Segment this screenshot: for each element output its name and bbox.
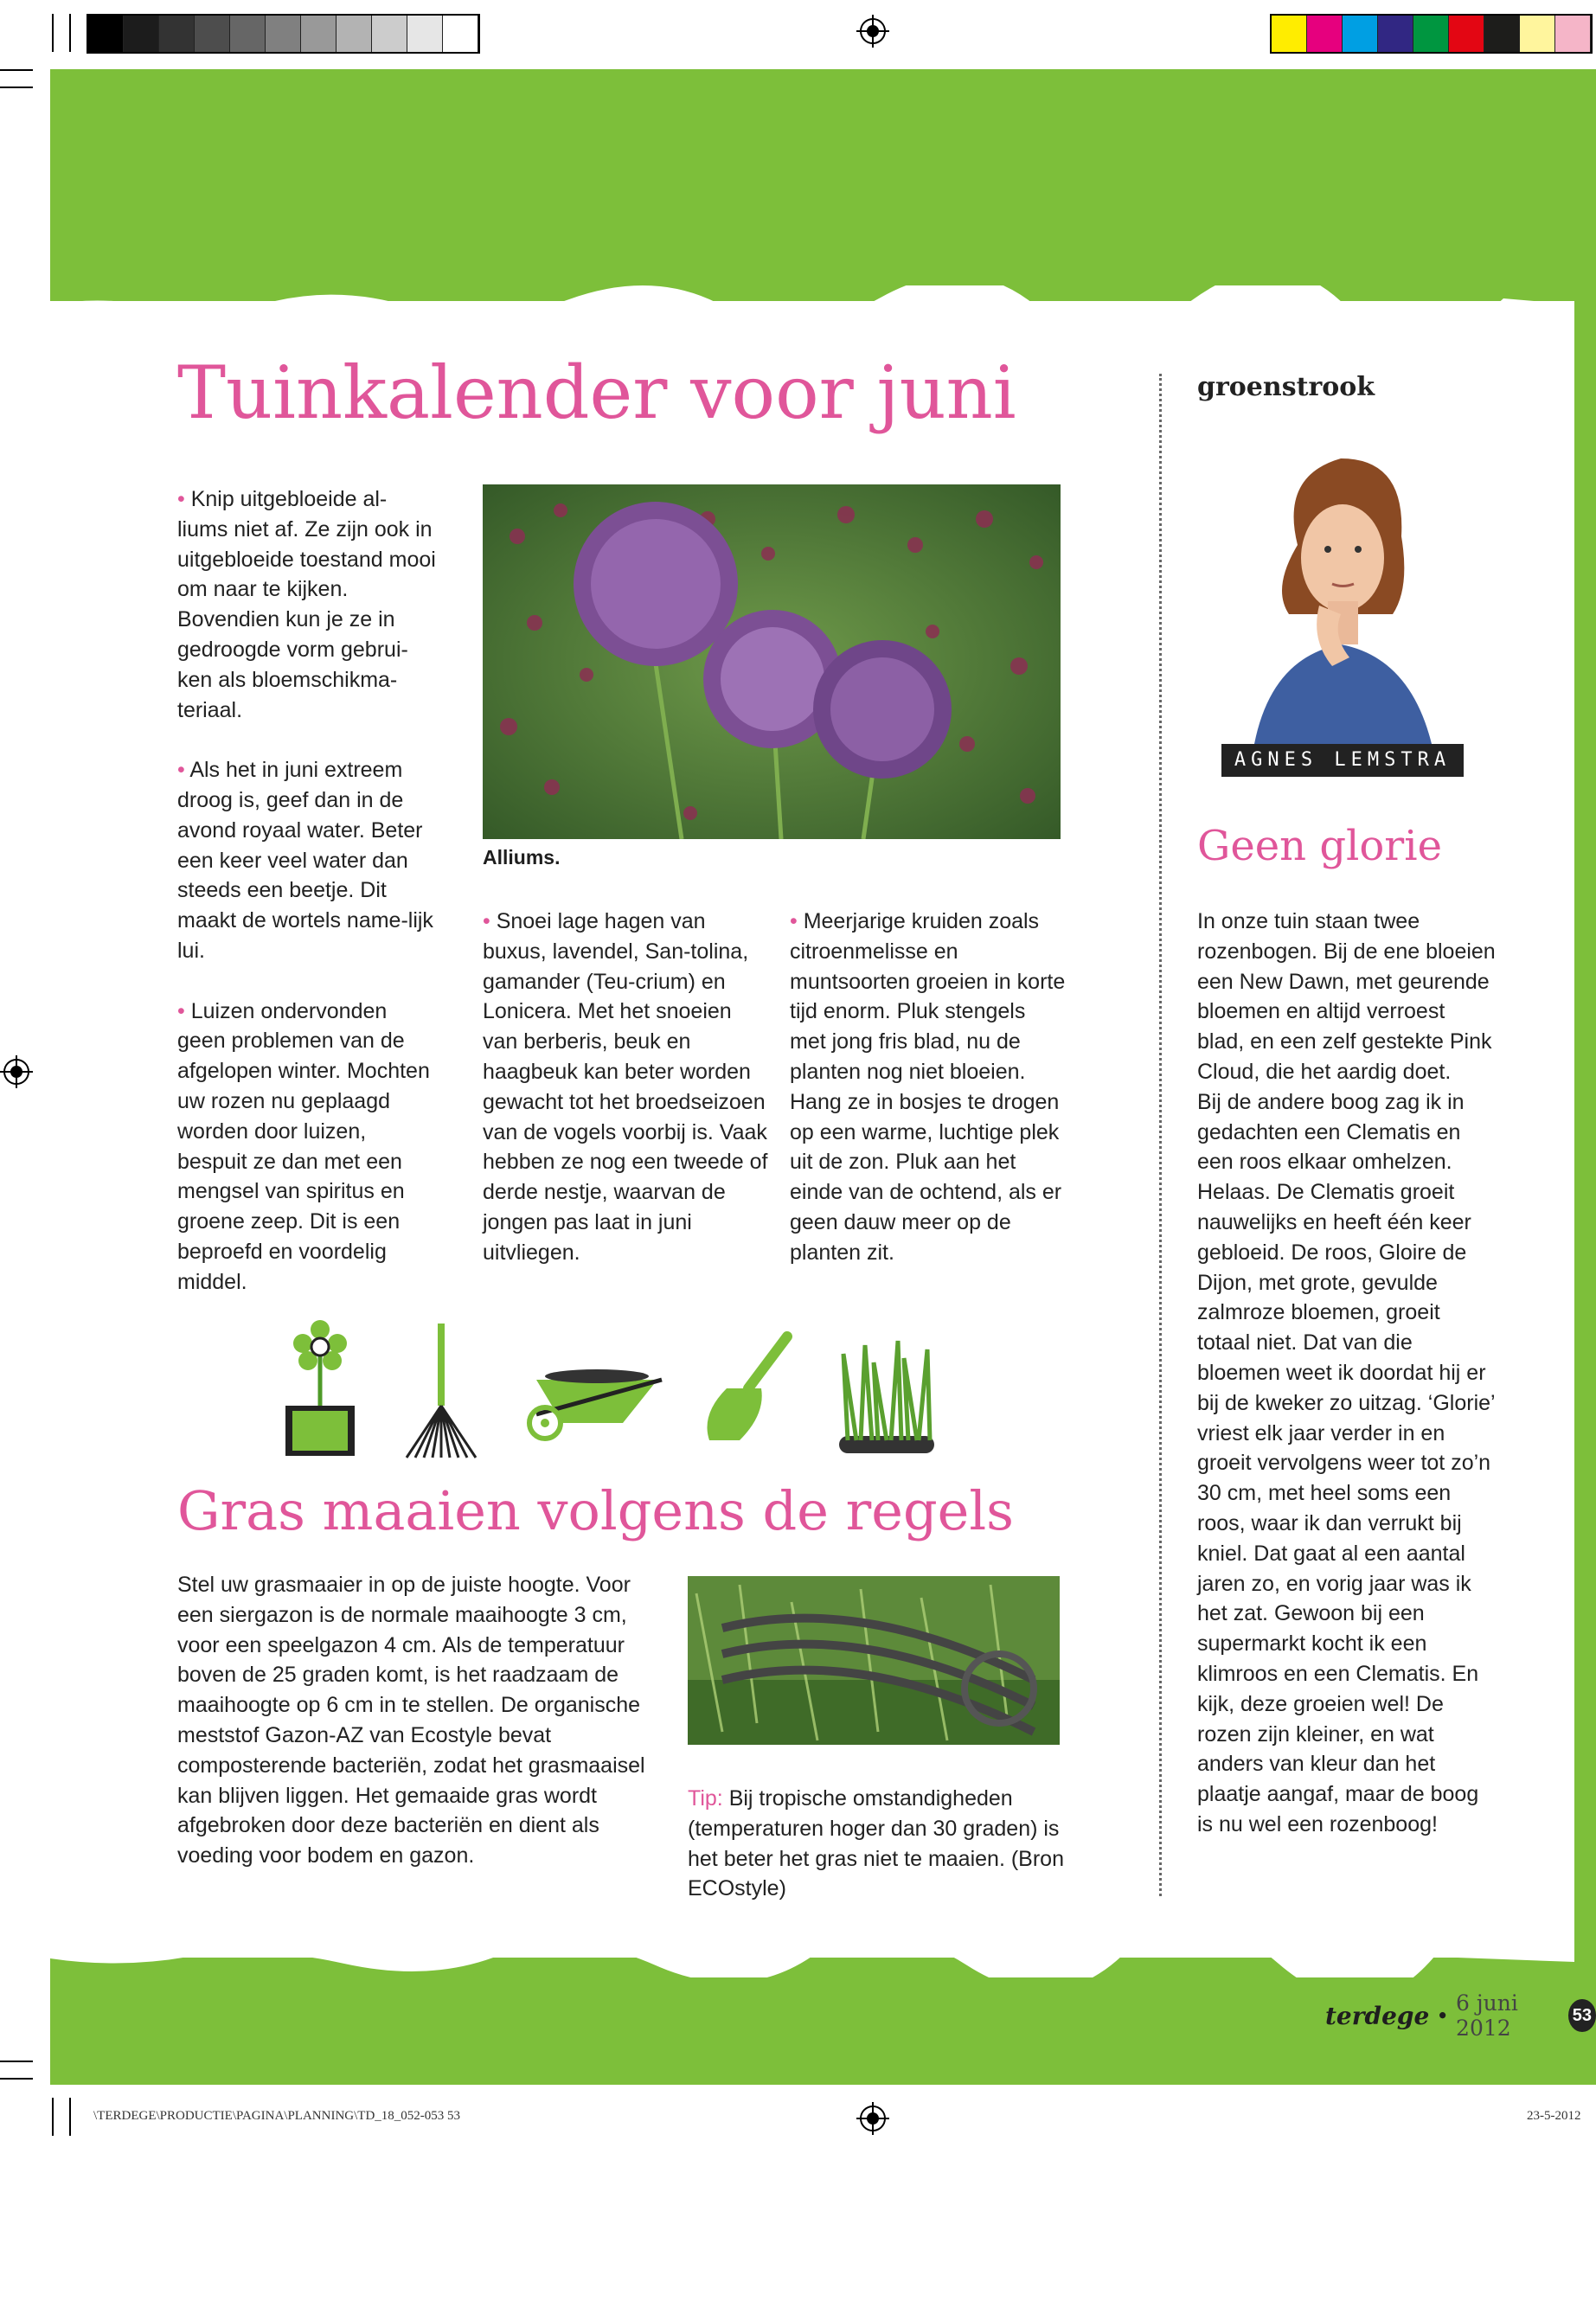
bullet-icon: • bbox=[483, 909, 497, 933]
author-name-tag: AGNES LEMSTRA bbox=[1221, 744, 1464, 777]
column-body: In onze tuin staan twee rozenbogen. Bij de ene bloeien een New Dawn, met geurende bloemen en altijd verroest blad, en een zelf gestekte Pink Cloud, die het aardig doet. Bij de andere boog zag ik in gedachten een Clematis en een roos elkaar omhelzen. Helaas. De Clematis groeit nauwelijks en heeft één keer gebloeid. De roos, Gloire de Dijon, met grote, gevulde zalmroze bloemen, groeit totaal niet. Dat van die bloemen weet ik doordat hij er bij de kweker zo uitzag. ‘Glorie’ vriest elk jaar verder in en groeit vervolgens weer tot zo’n 30 cm, met heel soms een roos, waar ik dan verrukt bij kniel. Dat gaat al een aantal jaren zo, en vorig jaar was ik het zat. Gewoon bij een supermarkt kocht ik een klimroos en een Clematis. En kijk, deze groeien wel! De rozen zijn kleiner, en wat anders van kleur dan het plaatje aangaf, maar de boog is nu wel een rozenboog! bbox=[1197, 909, 1496, 1836]
color-swatch bbox=[1449, 16, 1484, 52]
crop-mark bbox=[69, 2098, 71, 2136]
grayscale-color-bar bbox=[87, 14, 480, 54]
issue-date: 6 juni 2012 bbox=[1456, 1990, 1518, 2041]
color-swatch bbox=[266, 16, 301, 52]
tip-text: Bij tropische omstandigheden (temperaturen hoger dan 30 graden) is het beter het gras niet te maaien. (Bron ECOstyle) bbox=[688, 1786, 1064, 1901]
crop-mark bbox=[52, 2098, 54, 2136]
color-swatch bbox=[195, 16, 230, 52]
tip-paragraph bbox=[177, 484, 437, 725]
color-swatch bbox=[1520, 16, 1555, 52]
gras-body: Stel uw grasmaaier in op de juiste hoogte. Voor een siergazon is de normale maaihoogte 3 cm, voor een speelgazon 4 cm. Als de temperatuur boven de 25 graden komt, is het raadzaam de maaihoogte op 6 cm in te stellen. De organische meststof Gazon-AZ van Ecostyle bevat composterende bacteriën, zodat het grasmaaisel kan blijven liggen. Het gemaaide gras wordt afgebroken door deze bacteriën en dient als voeding voor bodem en gazon. bbox=[177, 1573, 645, 1868]
tip-label: Tip: bbox=[688, 1786, 723, 1811]
crop-mark bbox=[0, 2078, 33, 2080]
color-swatch bbox=[1307, 16, 1343, 52]
color-swatch bbox=[159, 16, 195, 52]
bullet-icon: • bbox=[790, 909, 804, 933]
torn-edge-bottom bbox=[50, 1946, 1596, 1977]
bullet-icon: • bbox=[177, 487, 191, 511]
crop-mark bbox=[69, 14, 71, 52]
tip-paragraph bbox=[177, 997, 437, 1298]
color-swatch bbox=[372, 16, 407, 52]
tip-paragraph bbox=[177, 755, 437, 966]
registration-mark-top bbox=[856, 15, 889, 48]
crop-mark bbox=[0, 69, 33, 71]
registration-mark-bottom bbox=[856, 2102, 889, 2135]
slug-date: 23-5-2012 bbox=[1527, 2109, 1581, 2123]
section-label: groenstrook bbox=[1197, 372, 1375, 402]
color-swatch bbox=[1555, 16, 1591, 52]
color-swatch bbox=[337, 16, 372, 52]
author-portrait bbox=[1237, 441, 1445, 744]
tip-paragraph bbox=[483, 907, 768, 1268]
tip-text: Luizen ondervonden geen problemen van de afgelopen winter. Mochten uw rozen nu geplaagd worden door luizen, bespuit ze dan met een mengsel van spiritus en groene zeep. Dit is een beproefd en voordelig middel. bbox=[177, 998, 430, 1294]
tip-text: Als het in juni extreem droog is, geef dan in de avond royaal water. Beter een keer veel water dan steeds een beetje. Dit maakt de wortels name-lijk lui. bbox=[177, 758, 433, 963]
tip-text: Meerjarige kruiden zoals citroenmelisse en muntsoorten groeien in korte tijd enorm. Pluk stengels met jong fris blad, nu de planten nog niet bloeien. Hang ze in bosjes te drogen op een warme, luchtige plek uit de zon. Pluk aan het einde van de ochtend, als er geen dauw meer op de planten zit. bbox=[790, 909, 1066, 1265]
color-swatch bbox=[301, 16, 337, 52]
lawnmower-photo bbox=[688, 1576, 1060, 1745]
color-swatch bbox=[443, 16, 478, 52]
tip-paragraph bbox=[790, 907, 1067, 1268]
page-number: 53 bbox=[1568, 1999, 1596, 2032]
page-footer bbox=[1325, 1990, 1596, 2041]
alliums-photo bbox=[483, 484, 1061, 839]
trowel-icon bbox=[708, 1336, 788, 1440]
rake-icon bbox=[407, 1324, 476, 1458]
column-3 bbox=[790, 907, 1067, 1298]
column-2 bbox=[483, 907, 768, 1298]
gras-section-title: Gras maaien volgens de regels bbox=[177, 1479, 1014, 1542]
color-swatch bbox=[1272, 16, 1307, 52]
color-swatch bbox=[1343, 16, 1378, 52]
tip-text: Knip uitgebloeide al-liums niet af. Ze zijn ook in uitgebloeide toestand mooi om naar te kijken. Bovendien kun je ze in gedroogde vorm gebrui-ken als bloemschikma-teriaal. bbox=[177, 487, 436, 722]
wheelbarrow-icon bbox=[529, 1369, 662, 1439]
column-title: Geen glorie bbox=[1197, 822, 1443, 870]
footer-bullet: • bbox=[1436, 2003, 1450, 2029]
bullet-icon: • bbox=[177, 758, 190, 783]
photo-caption: Alliums. bbox=[483, 846, 561, 868]
color-swatch bbox=[88, 16, 124, 52]
color-swatch bbox=[230, 16, 266, 52]
column-divider bbox=[1159, 374, 1162, 1896]
color-swatch bbox=[1378, 16, 1413, 52]
crop-mark bbox=[0, 2061, 33, 2062]
tip-text: Snoei lage hagen van buxus, lavendel, San-tolina, gamander (Teu-crium) en Lonicera. Met het snoeien van berberis, beuk en haagbeuk kan beter worden gewacht tot het broedseizoen van de vogels voorbij is. Vaak hebben ze nog een tweede of derde nestje, waarvan de jongen pas laat in juni uitvliegen. bbox=[483, 909, 768, 1265]
color-swatch bbox=[124, 16, 159, 52]
color-swatch bbox=[1413, 16, 1449, 52]
crop-mark bbox=[52, 14, 54, 52]
article-title: Tuinkalender voor juni bbox=[177, 350, 1016, 435]
file-path-slug: \TERDEGE\PRODUCTIE\PAGINA\PLANNING\TD_18_052-053 53 bbox=[93, 2109, 461, 2123]
gras-tip bbox=[688, 1784, 1068, 1904]
process-color-bar bbox=[1270, 14, 1593, 54]
color-swatch bbox=[1484, 16, 1520, 52]
torn-edge-top bbox=[50, 285, 1596, 320]
column-1 bbox=[177, 484, 437, 1327]
crop-mark bbox=[0, 87, 33, 88]
grass-icon bbox=[839, 1341, 934, 1453]
bullet-icon: • bbox=[177, 998, 191, 1023]
magazine-brand: terdege bbox=[1325, 2001, 1430, 2030]
color-swatch bbox=[407, 16, 443, 52]
registration-mark-left bbox=[0, 1055, 33, 1088]
garden-tools-illustration bbox=[277, 1319, 960, 1462]
flower-pot-icon bbox=[285, 1320, 355, 1456]
